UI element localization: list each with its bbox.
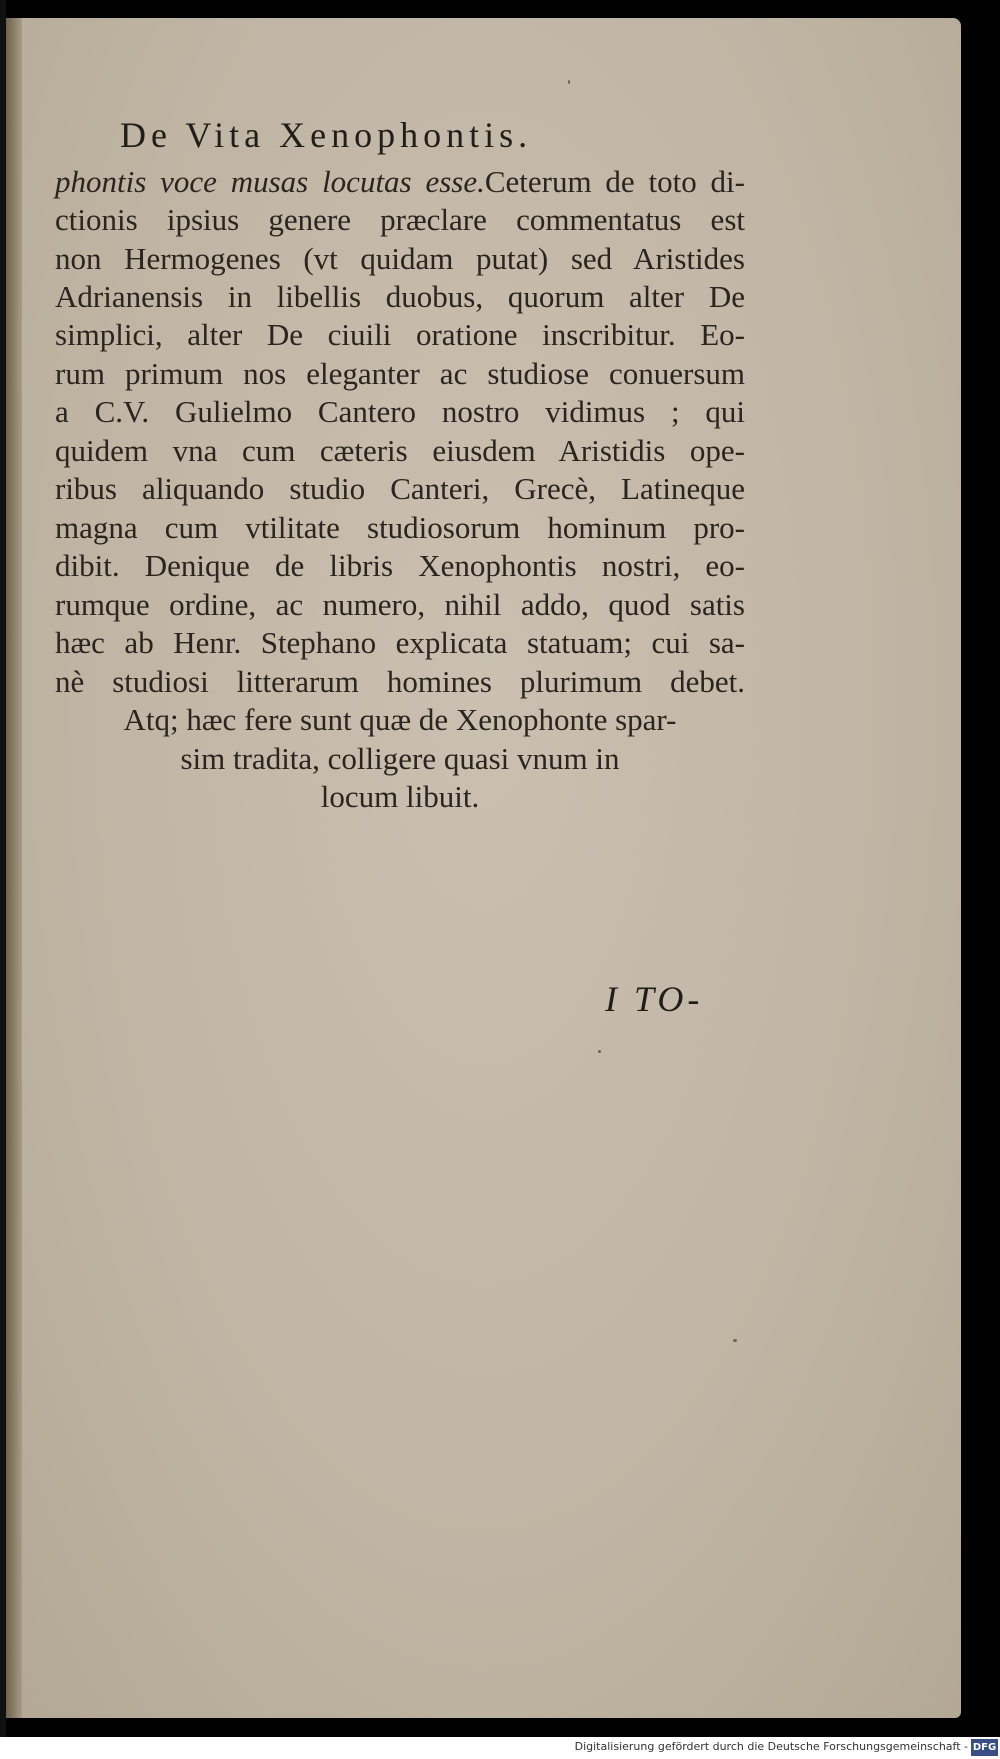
- text-line-3: non Hermogenes (vt quidam putat) sed Aristides: [55, 241, 745, 276]
- italic-phrase: phontis voce musas locutas esse.: [55, 164, 485, 199]
- footer-bar: [0, 1737, 1000, 1759]
- closing-line-3: locum libuit.: [320, 779, 480, 814]
- text-line-5: simplici, alter De ciuili oratione inscribitur. Eo-: [55, 317, 745, 352]
- text-line-9: ribus aliquando studio Canteri, Grecè, Latineque: [55, 471, 745, 506]
- closing-line-1: Atq; hæc fere sunt quæ de Xenophonte spar-: [123, 702, 677, 737]
- text-line-4: Adrianensis in libellis duobus, quorum alter De: [55, 279, 745, 314]
- text-line-8: quidem vna cum cæteris eiusdem Aristidis ope-: [55, 433, 745, 468]
- text-line-6: rum primum nos eleganter ac studiose conuersum: [55, 356, 745, 391]
- text-line-11: dibit. Denique de libris Xenophontis nostri, eo-: [55, 548, 745, 583]
- line-text: Ceterum de toto di-: [484, 164, 745, 199]
- text-line-1: [55, 162, 745, 202]
- text-line-7: a C.V. Gulielmo Cantero nostro vidimus ; qui: [55, 394, 745, 429]
- text-line-10: magna cum vtilitate studiosorum hominum pro-: [55, 510, 745, 545]
- page-gutter-edge: [6, 18, 22, 1718]
- dfg-logo-icon: DFG: [971, 1739, 998, 1756]
- paper-speck: [598, 1050, 601, 1053]
- text-line-14: nè studiosi litterarum homines plurimum debet.: [55, 664, 745, 699]
- closing-line-2: sim tradita, colligere quasi vnum in: [180, 741, 620, 776]
- catchword: I TO-: [605, 979, 704, 1019]
- text-line-13: hæc ab Henr. Stephano explicata statuam; cui sa-: [55, 625, 745, 660]
- paper-speck: [733, 1339, 737, 1342]
- footer-credit: Digitalisierung gefördert durch die Deutsche Forschungsgemeinschaft -: [574, 1740, 968, 1753]
- text-line-12: rumque ordine, ac numero, nihil addo, quod satis: [55, 587, 745, 622]
- running-head: De Vita Xenophontis.: [120, 115, 533, 155]
- text-line-2: ctionis ipsius genere præclare commentatus est: [55, 202, 745, 237]
- paper-speck: [568, 80, 570, 84]
